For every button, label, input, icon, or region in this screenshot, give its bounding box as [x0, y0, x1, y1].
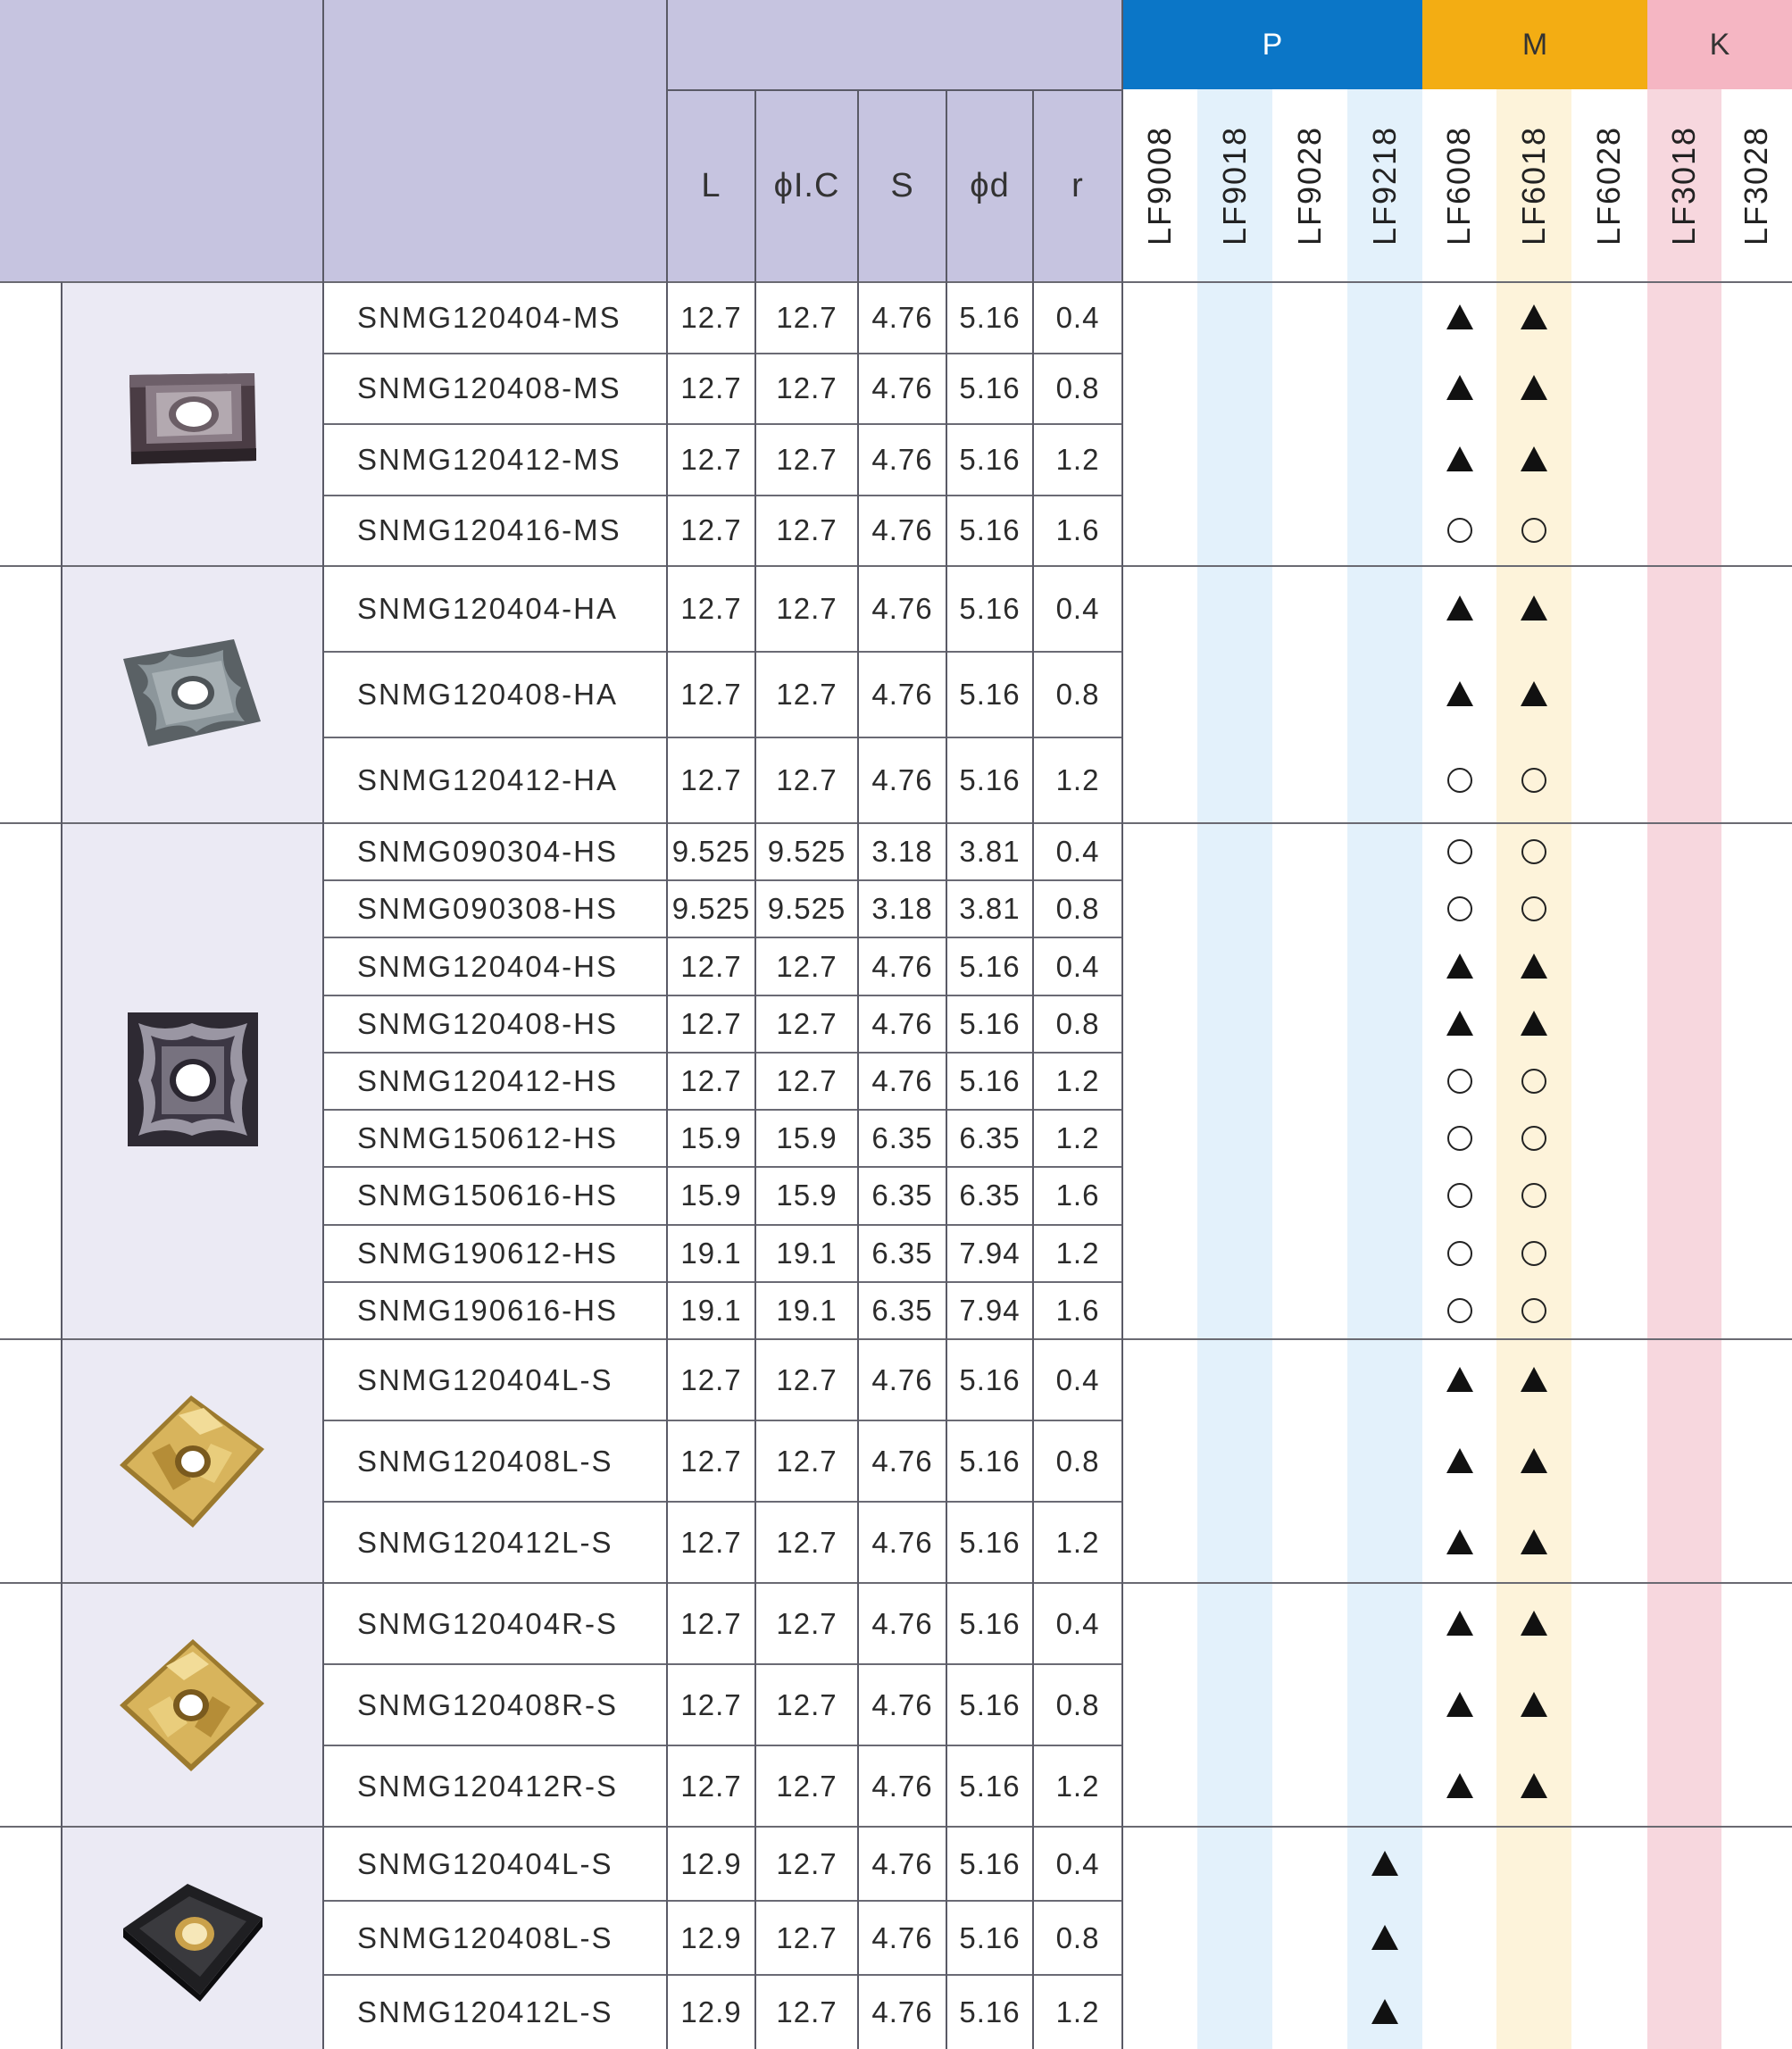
dim-s-value: 4.76	[871, 371, 933, 405]
dim-s-value: 6.35	[871, 1236, 933, 1270]
grade-label: LF9028	[1291, 125, 1329, 246]
dim-d-value: 5.16	[959, 442, 1021, 476]
dim-s-value: 4.76	[871, 1006, 933, 1040]
recommended-triangle-icon	[1521, 1448, 1547, 1473]
model-code: SNMG120412-HA	[357, 763, 618, 796]
dim-d-value: 5.16	[959, 678, 1021, 711]
dim-ic-value: 12.7	[776, 592, 838, 625]
recommended-triangle-icon	[1446, 954, 1473, 979]
usable-circle-icon	[1447, 1126, 1472, 1151]
model-code: SNMG120404L-S	[357, 1362, 613, 1396]
model-code: SNMG120404-MS	[357, 300, 621, 334]
row-divider	[323, 353, 1122, 354]
grade-column-stripe	[1197, 89, 1272, 2049]
dim-ic-value: 12.7	[776, 1606, 838, 1640]
dim-s-value: 4.76	[871, 949, 933, 983]
column-divider	[754, 89, 756, 2049]
dim-s-value: 4.76	[871, 1920, 933, 1954]
dim-d-value: 5.16	[959, 300, 1021, 334]
dim-s-value: 4.76	[871, 513, 933, 547]
row-divider	[323, 1420, 1122, 1421]
dim-r-value: 0.8	[1055, 1687, 1100, 1721]
model-code: SNMG090304-HS	[357, 835, 618, 869]
dim-r-value: 0.4	[1055, 949, 1100, 983]
dim-l-value: 12.7	[680, 1525, 742, 1559]
dim-ic-value: 12.7	[776, 1920, 838, 1954]
dim-l-value: 12.7	[680, 763, 742, 796]
dim-ic-value: 12.7	[776, 1769, 838, 1803]
grade-header-lf9218	[1347, 89, 1422, 282]
row-divider	[323, 1900, 1122, 1902]
dim-l-value: 12.7	[680, 592, 742, 625]
dim-l-value: 15.9	[680, 1179, 742, 1212]
usable-circle-icon	[1447, 768, 1472, 793]
dim-ic-value: 12.7	[776, 1444, 838, 1478]
column-divider	[857, 89, 859, 2049]
dim-d-value: 5.16	[959, 1525, 1021, 1559]
grade-label: LF6018	[1515, 125, 1553, 246]
grade-label: LF9018	[1216, 125, 1254, 246]
usable-circle-icon	[1521, 768, 1546, 793]
dim-d-value: 5.16	[959, 1006, 1021, 1040]
dim-ic-value: 9.525	[767, 835, 846, 869]
recommended-triangle-icon	[1446, 375, 1473, 400]
recommended-triangle-icon	[1521, 1611, 1547, 1636]
dim-ic-value: 12.7	[776, 1063, 838, 1097]
grade-header-lf3028	[1721, 89, 1792, 282]
model-code: SNMG190616-HS	[357, 1293, 618, 1327]
dim-l-value: 15.9	[680, 1121, 742, 1155]
dim-r-value: 1.2	[1055, 1769, 1100, 1803]
dim-l-value: 12.9	[680, 1846, 742, 1880]
block-divider	[0, 1826, 1792, 1828]
dim-l-value: 12.7	[680, 1444, 742, 1478]
recommended-triangle-icon	[1521, 596, 1547, 621]
model-code: SNMG120404-HA	[357, 592, 618, 625]
dim-r-value: 0.4	[1055, 592, 1100, 625]
dim-ic-value: 15.9	[776, 1179, 838, 1212]
grade-label: LF3028	[1738, 125, 1775, 246]
dimension-header: L	[701, 166, 721, 204]
dim-d-value: 5.16	[959, 1920, 1021, 1954]
dim-ic-value: 12.7	[776, 371, 838, 405]
dim-ic-value: 12.7	[776, 1995, 838, 2028]
dim-d-value: 5.16	[959, 371, 1021, 405]
recommended-triangle-icon	[1371, 1851, 1398, 1876]
dim-r-value: 1.6	[1055, 513, 1100, 547]
dim-r-value: 1.2	[1055, 763, 1100, 796]
recommended-triangle-icon	[1446, 304, 1473, 329]
dim-r-value: 0.8	[1055, 1006, 1100, 1040]
model-code: SNMG120408-MS	[357, 371, 621, 405]
column-divider	[61, 282, 63, 2049]
row-divider	[323, 1281, 1122, 1283]
dim-d-value: 3.81	[959, 835, 1021, 869]
dim-d-value: 5.16	[959, 1444, 1021, 1478]
dim-l-value: 19.1	[680, 1293, 742, 1327]
model-code: SNMG150612-HS	[357, 1121, 618, 1155]
dim-l-value: 19.1	[680, 1236, 742, 1270]
usable-circle-icon	[1447, 839, 1472, 864]
recommended-triangle-icon	[1446, 1529, 1473, 1554]
dim-d-value: 5.16	[959, 513, 1021, 547]
model-code: SNMG190612-HS	[357, 1236, 618, 1270]
dim-d-value: 7.94	[959, 1236, 1021, 1270]
dim-r-value: 0.4	[1055, 835, 1100, 869]
dim-l-value: 12.7	[680, 678, 742, 711]
dimension-header: S	[890, 166, 914, 204]
recommended-triangle-icon	[1446, 446, 1473, 471]
usable-circle-icon	[1521, 1241, 1546, 1266]
model-code: SNMG120408-HS	[357, 1006, 618, 1040]
grade-column-stripe	[1347, 89, 1422, 2049]
insert-image-column	[61, 282, 323, 2049]
model-code: SNMG120416-MS	[357, 513, 621, 547]
dim-l-value: 12.7	[680, 1362, 742, 1396]
dim-d-value: 5.16	[959, 1769, 1021, 1803]
grade-header-lf6018	[1496, 89, 1571, 282]
grey-wavy-insert-icon	[116, 632, 268, 757]
dim-ic-value: 12.7	[776, 1006, 838, 1040]
dim-l-value: 12.7	[680, 1606, 742, 1640]
usable-circle-icon	[1447, 518, 1472, 543]
dim-d-value: 5.16	[959, 1846, 1021, 1880]
dim-s-value: 4.76	[871, 1525, 933, 1559]
dim-ic-value: 12.7	[776, 442, 838, 476]
model-code: SNMG120412-HS	[357, 1063, 618, 1097]
dim-l-value: 12.9	[680, 1920, 742, 1954]
dim-r-value: 0.8	[1055, 1920, 1100, 1954]
dim-ic-value: 12.7	[776, 678, 838, 711]
dimension-header: r	[1071, 166, 1084, 204]
row-divider	[323, 651, 1122, 653]
dim-l-value: 12.7	[680, 513, 742, 547]
dim-s-value: 4.76	[871, 592, 933, 625]
model-code: SNMG120408L-S	[357, 1920, 613, 1954]
dim-d-value: 7.94	[959, 1293, 1021, 1327]
dim-r-value: 0.4	[1055, 1846, 1100, 1880]
dim-ic-value: 19.1	[776, 1236, 838, 1270]
dim-d-value: 5.16	[959, 1063, 1021, 1097]
row-divider	[323, 1166, 1122, 1168]
material-group-m: M	[1422, 0, 1647, 89]
dim-l-value: 12.7	[680, 1063, 742, 1097]
usable-circle-icon	[1447, 1183, 1472, 1208]
dim-d-value: 6.35	[959, 1179, 1021, 1212]
dim-s-value: 6.35	[871, 1293, 933, 1327]
row-divider	[323, 1501, 1122, 1503]
dim-ic-value: 12.7	[776, 763, 838, 796]
recommended-triangle-icon	[1446, 1011, 1473, 1036]
dim-s-value: 4.76	[871, 1687, 933, 1721]
recommended-triangle-icon	[1446, 1448, 1473, 1473]
recommended-triangle-icon	[1521, 446, 1547, 471]
dim-r-value: 1.2	[1055, 1236, 1100, 1270]
dim-r-value: 1.2	[1055, 1995, 1100, 2028]
recommended-triangle-icon	[1521, 1011, 1547, 1036]
dim-s-value: 4.76	[871, 1444, 933, 1478]
recommended-triangle-icon	[1521, 954, 1547, 979]
recommended-triangle-icon	[1521, 1773, 1547, 1798]
model-code: SNMG120408R-S	[357, 1687, 618, 1721]
grade-header-lf9008	[1122, 89, 1197, 282]
dim-d-value: 5.16	[959, 592, 1021, 625]
column-divider	[666, 0, 668, 2049]
row-divider	[323, 937, 1122, 938]
dim-l-value: 9.525	[671, 892, 751, 926]
dim-d-value: 5.16	[959, 949, 1021, 983]
dim-s-value: 3.18	[871, 892, 933, 926]
row-divider	[323, 1224, 1122, 1226]
dimension-header: ϕd	[970, 166, 1010, 204]
recommended-triangle-icon	[1521, 1529, 1547, 1554]
grade-header-lf9028	[1272, 89, 1347, 282]
recommended-triangle-icon	[1521, 1692, 1547, 1717]
row-divider	[323, 737, 1122, 738]
dim-l-value: 12.7	[680, 442, 742, 476]
dim-r-value: 1.6	[1055, 1179, 1100, 1212]
dim-r-value: 1.2	[1055, 1121, 1100, 1155]
header-model-cell	[323, 0, 667, 282]
row-divider	[323, 495, 1122, 496]
model-code: SNMG120412L-S	[357, 1525, 613, 1559]
dim-s-value: 4.76	[871, 1846, 933, 1880]
gold-left-insert-icon	[116, 1390, 268, 1533]
row-divider	[323, 423, 1122, 425]
dim-s-value: 4.76	[871, 678, 933, 711]
recommended-triangle-icon	[1446, 596, 1473, 621]
dim-ic-value: 12.7	[776, 1687, 838, 1721]
dim-s-value: 4.76	[871, 1362, 933, 1396]
recommended-triangle-icon	[1446, 681, 1473, 706]
model-code: SNMG120408L-S	[357, 1444, 613, 1478]
dim-l-value: 9.525	[671, 835, 751, 869]
dim-ic-value: 12.7	[776, 1362, 838, 1396]
dim-r-value: 1.2	[1055, 442, 1100, 476]
dim-ic-value: 19.1	[776, 1293, 838, 1327]
column-divider	[322, 0, 324, 2049]
block-divider	[0, 1582, 1792, 1584]
column-divider	[1032, 89, 1034, 2049]
usable-circle-icon	[1447, 1241, 1472, 1266]
material-group-k: K	[1647, 0, 1792, 89]
dimension-header: ϕI.C	[773, 166, 840, 204]
model-code: SNMG120412-MS	[357, 442, 621, 476]
usable-circle-icon	[1447, 896, 1472, 921]
recommended-triangle-icon	[1371, 1925, 1398, 1950]
recommended-triangle-icon	[1446, 1692, 1473, 1717]
model-code: SNMG120404-HS	[357, 949, 618, 983]
dim-ic-value: 15.9	[776, 1121, 838, 1155]
dim-s-value: 4.76	[871, 1063, 933, 1097]
dim-ic-value: 12.7	[776, 513, 838, 547]
dim-r-value: 0.8	[1055, 1444, 1100, 1478]
dim-s-value: 4.76	[871, 300, 933, 334]
dim-l-value: 12.7	[680, 300, 742, 334]
material-group-p: P	[1122, 0, 1422, 89]
block-divider	[0, 822, 1792, 824]
grade-label: LF6008	[1440, 125, 1478, 246]
grade-header-lf6028	[1571, 89, 1647, 282]
dim-r-value: 0.4	[1055, 1362, 1100, 1396]
dim-r-value: 1.2	[1055, 1525, 1100, 1559]
dim-r-value: 1.2	[1055, 1063, 1100, 1097]
row-divider	[323, 1109, 1122, 1111]
dim-l-value: 12.7	[680, 371, 742, 405]
dim-d-value: 5.16	[959, 1606, 1021, 1640]
block-divider	[0, 565, 1792, 567]
usable-circle-icon	[1521, 839, 1546, 864]
grade-label: LF9008	[1141, 125, 1179, 246]
dim-s-value: 3.18	[871, 835, 933, 869]
recommended-triangle-icon	[1446, 1773, 1473, 1798]
dim-r-value: 0.4	[1055, 1606, 1100, 1640]
model-code: SNMG120412R-S	[357, 1769, 618, 1803]
dark-square-insert-icon	[121, 366, 263, 482]
gold-right-insert-icon	[116, 1634, 268, 1777]
row-divider	[323, 995, 1122, 996]
recommended-triangle-icon	[1446, 1367, 1473, 1392]
block-divider	[0, 1338, 1792, 1340]
usable-circle-icon	[1447, 1069, 1472, 1094]
dim-d-value: 5.16	[959, 1995, 1021, 2028]
recommended-triangle-icon	[1521, 681, 1547, 706]
dim-l-value: 12.7	[680, 1687, 742, 1721]
model-code: SNMG090308-HS	[357, 892, 618, 926]
dim-ic-value: 12.7	[776, 1846, 838, 1880]
dim-l-value: 12.7	[680, 1006, 742, 1040]
model-code: SNMG120408-HA	[357, 678, 618, 711]
dim-d-value: 5.16	[959, 763, 1021, 796]
row-divider	[323, 1974, 1122, 1976]
column-divider	[1121, 0, 1123, 2049]
dim-ic-value: 9.525	[767, 892, 846, 926]
recommended-triangle-icon	[1371, 1999, 1398, 2024]
grade-label: LF3018	[1665, 125, 1703, 246]
grade-label: LF9218	[1366, 125, 1404, 246]
recommended-triangle-icon	[1521, 375, 1547, 400]
dim-s-value: 4.76	[871, 442, 933, 476]
grade-column-stripe	[1647, 89, 1721, 2049]
dim-l-value: 12.9	[680, 1995, 742, 2028]
dim-ic-value: 12.7	[776, 300, 838, 334]
dim-d-value: 5.16	[959, 1362, 1021, 1396]
dim-l-value: 12.7	[680, 949, 742, 983]
dim-d-value: 3.81	[959, 892, 1021, 926]
dim-s-value: 4.76	[871, 763, 933, 796]
model-code: SNMG150616-HS	[357, 1179, 618, 1212]
model-code: SNMG120412L-S	[357, 1995, 613, 2028]
dim-r-value: 1.6	[1055, 1293, 1100, 1327]
row-divider	[323, 1745, 1122, 1746]
dim-s-value: 6.35	[871, 1179, 933, 1212]
dim-r-value: 0.8	[1055, 892, 1100, 926]
dim-ic-value: 12.7	[776, 949, 838, 983]
grade-header-lf6008	[1422, 89, 1496, 282]
dim-s-value: 4.76	[871, 1995, 933, 2028]
column-divider	[946, 89, 947, 2049]
usable-circle-icon	[1521, 1069, 1546, 1094]
usable-circle-icon	[1447, 1298, 1472, 1323]
dim-d-value: 5.16	[959, 1687, 1021, 1721]
recommended-triangle-icon	[1446, 1611, 1473, 1636]
recommended-triangle-icon	[1521, 304, 1547, 329]
model-code: SNMG120404L-S	[357, 1846, 613, 1880]
block-divider	[0, 281, 1792, 283]
row-divider	[323, 879, 1122, 881]
dim-s-value: 4.76	[871, 1769, 933, 1803]
grade-header-lf9018	[1197, 89, 1272, 282]
header-blank-cell	[0, 0, 323, 282]
grade-header-lf3018	[1647, 89, 1721, 282]
dim-d-value: 6.35	[959, 1121, 1021, 1155]
black-gold-hole-insert-icon	[116, 1871, 268, 2005]
recommended-triangle-icon	[1521, 1367, 1547, 1392]
dim-ic-value: 12.7	[776, 1525, 838, 1559]
dim-s-value: 4.76	[871, 1606, 933, 1640]
grade-label: LF6028	[1590, 125, 1628, 246]
dim-s-value: 6.35	[871, 1121, 933, 1155]
dim-l-value: 12.7	[680, 1769, 742, 1803]
row-divider	[323, 1663, 1122, 1665]
row-divider	[323, 1052, 1122, 1054]
dim-r-value: 0.8	[1055, 371, 1100, 405]
model-code: SNMG120404R-S	[357, 1606, 618, 1640]
usable-circle-icon	[1521, 1298, 1546, 1323]
dark-chipbreaker-insert-icon	[121, 1005, 263, 1157]
header-divider	[667, 89, 1122, 91]
dim-r-value: 0.4	[1055, 300, 1100, 334]
dim-r-value: 0.8	[1055, 678, 1100, 711]
